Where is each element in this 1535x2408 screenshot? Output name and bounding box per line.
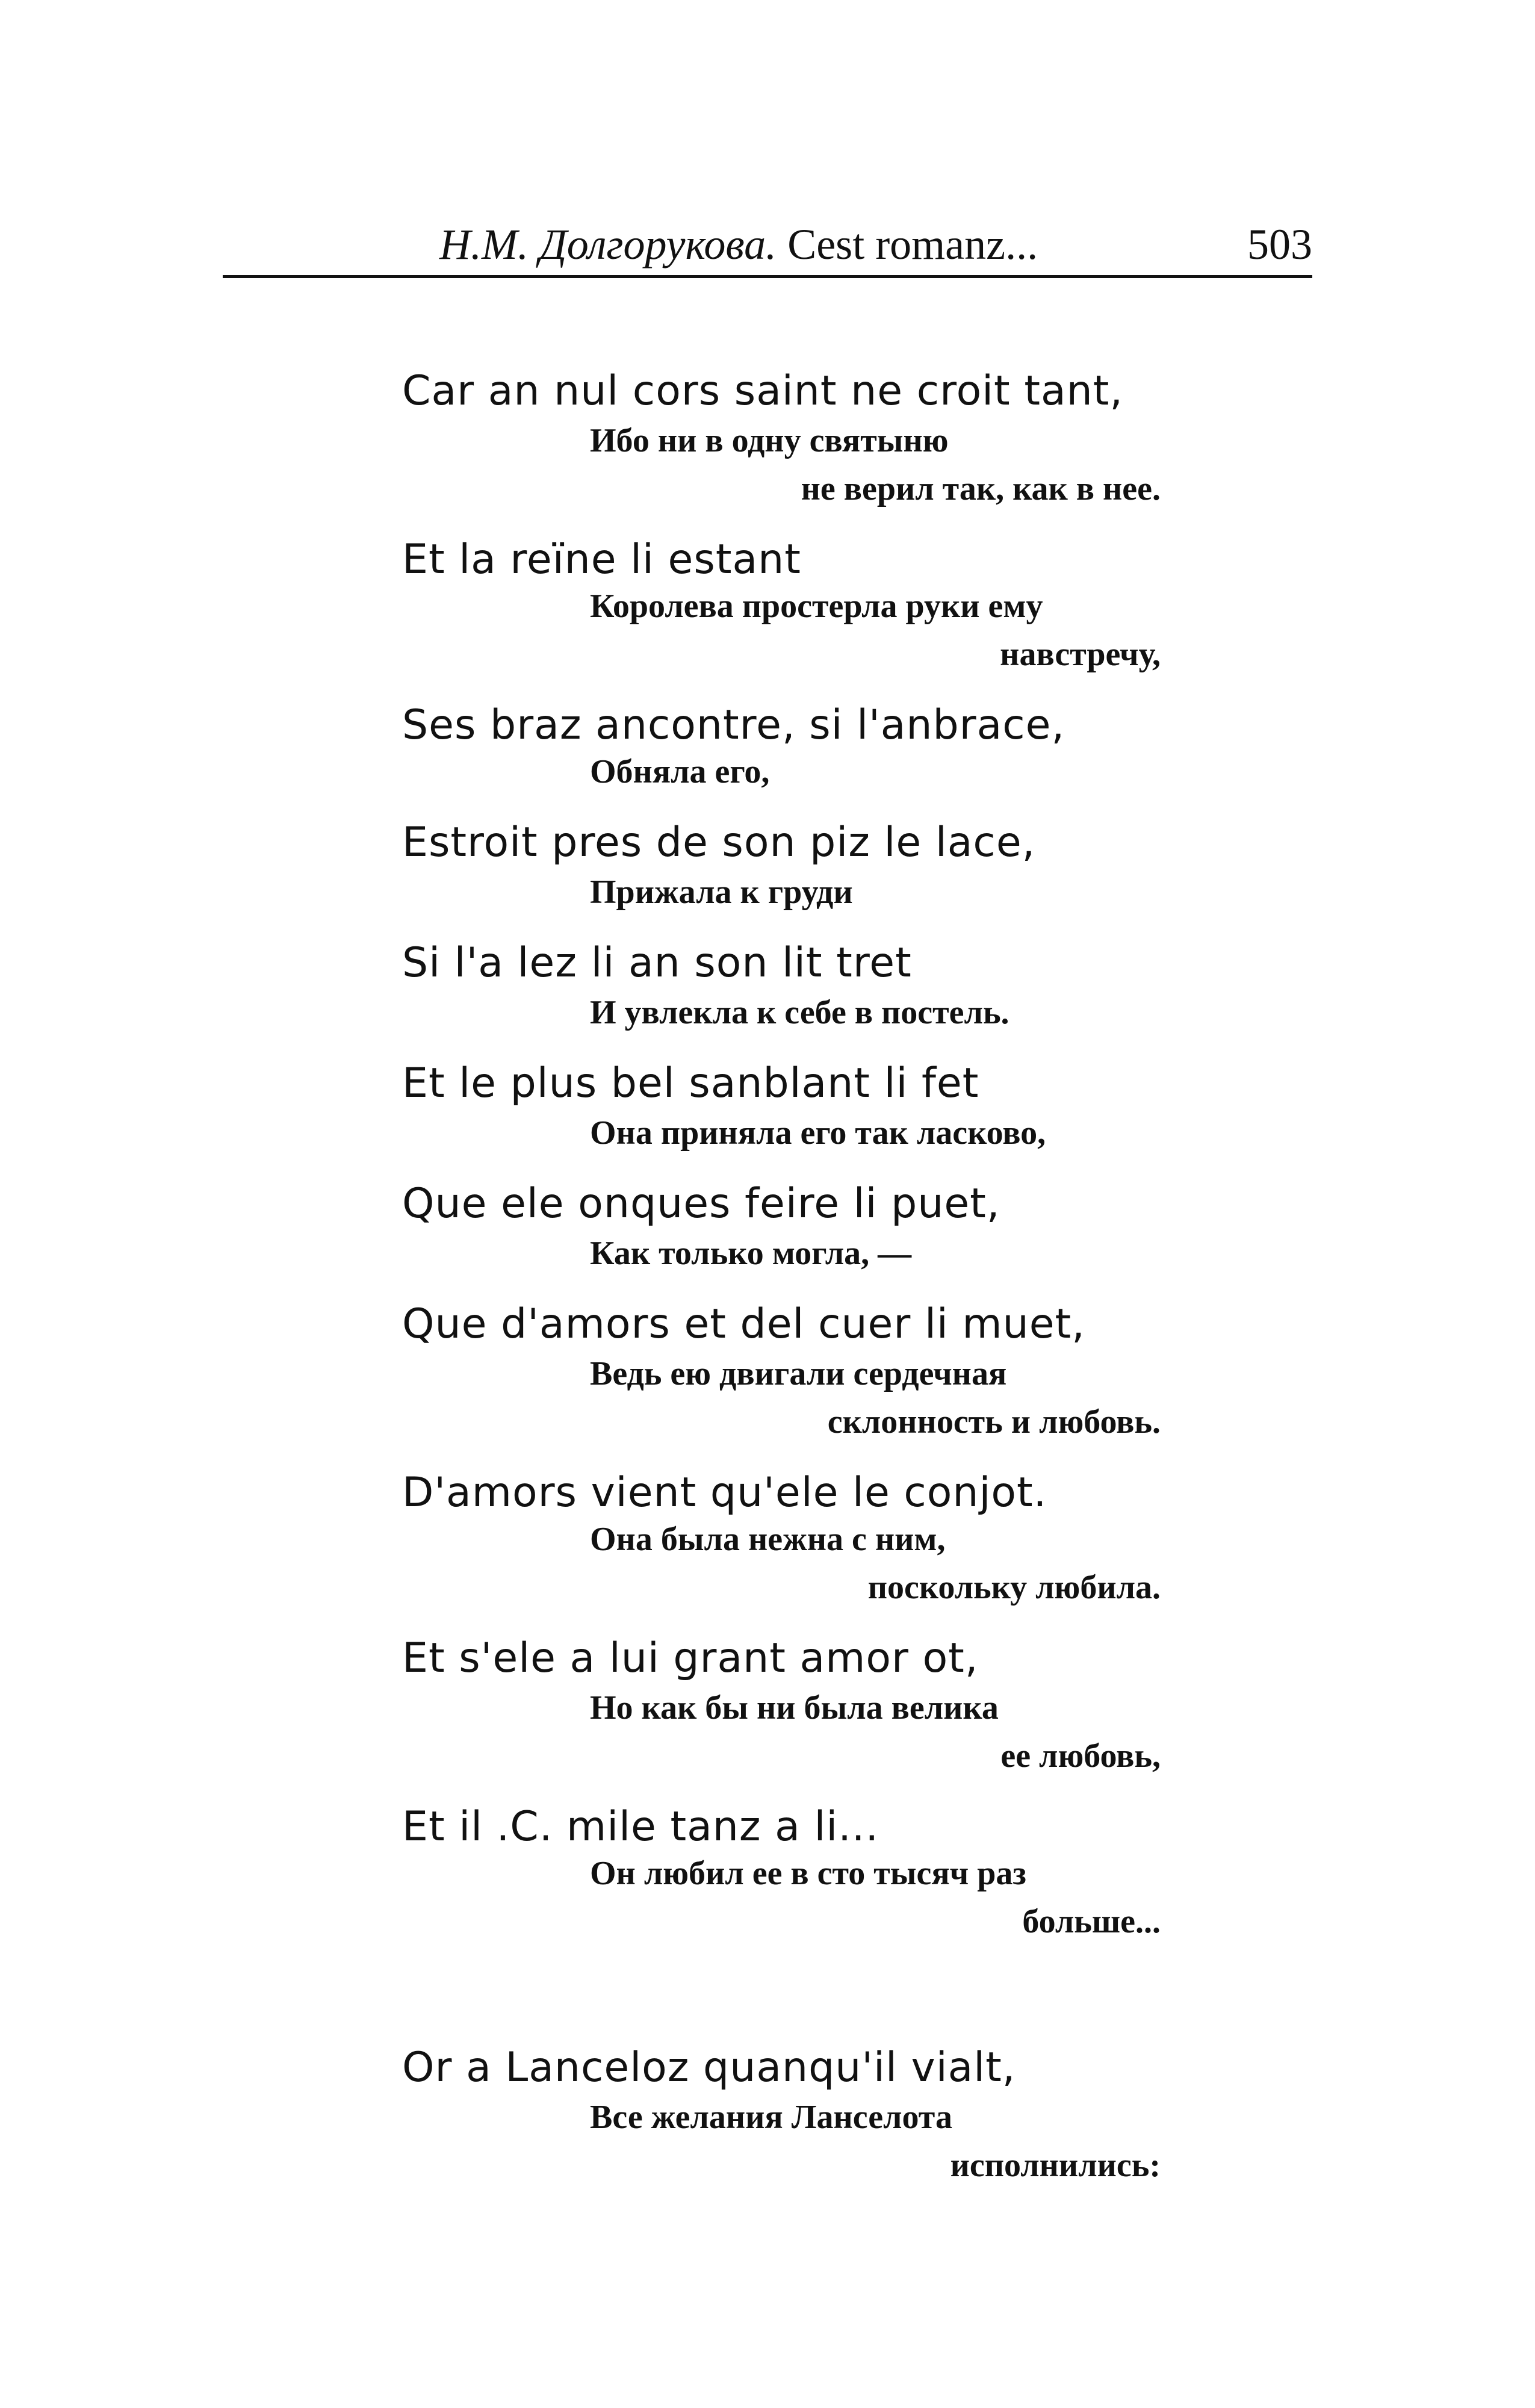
old-french-line: Et la reïne li estant: [402, 536, 801, 583]
old-french-line: Or a Lanceloz quanqu'il vialt,: [402, 2044, 1016, 2091]
running-title-author: Н.М. Долгорукова.: [439, 220, 777, 268]
old-french-line: Si l'a lez li an son lit tret: [402, 939, 912, 987]
translation-line: Как только могла, —: [590, 1235, 912, 1272]
old-french-line: Estroit pres de son piz le lace,: [402, 819, 1036, 866]
translation-continuation: исполнились:: [950, 2147, 1161, 2184]
translation-continuation: поскольку любила.: [867, 1569, 1161, 1606]
translation-continuation: склонность и любовь.: [827, 1403, 1161, 1441]
page-number: 503: [1247, 220, 1312, 268]
old-french-line: Et s'ele a lui grant amor ot,: [402, 1634, 979, 1682]
translation-line: Но как бы ни была велика: [590, 1689, 999, 1727]
running-title-work: Cest romanz...: [787, 220, 1038, 268]
translation-line: И увлекла к себе в постель.: [590, 994, 1009, 1031]
old-french-line: Car an nul cors saint ne croit tant,: [402, 367, 1124, 415]
translation-continuation: не верил так, как в нее.: [801, 470, 1161, 507]
translation-line: Обняла его,: [590, 753, 770, 790]
translation-line: Прижала к груди: [590, 874, 853, 911]
old-french-line: Et le plus bel sanblant li fet: [402, 1060, 979, 1107]
translation-continuation: ее любовь,: [1000, 1737, 1161, 1775]
translation-line: Он любил ее в сто тысяч раз: [590, 1855, 1026, 1892]
old-french-line: D'amors vient qu'ele le conjot.: [402, 1469, 1047, 1516]
translation-continuation: навстречу,: [1000, 636, 1161, 673]
translation-line: Ведь ею двигали сердечная: [590, 1355, 1007, 1392]
translation-continuation: больше...: [1022, 1903, 1161, 1940]
old-french-line: Et il .C. mile tanz a li...: [402, 1803, 879, 1851]
translation-line: Она была нежна с ним,: [590, 1521, 946, 1558]
translation-line: Ибо ни в одну святыню: [590, 422, 949, 459]
old-french-line: Que ele onques feire li puet,: [402, 1180, 1000, 1227]
translation-line: Она приняла его так ласково,: [590, 1114, 1046, 1152]
old-french-line: Que d'amors et del cuer li muet,: [402, 1300, 1085, 1348]
translation-line: Королева простерла руки ему: [590, 588, 1043, 625]
old-french-line: Ses braz ancontre, si l'anbrace,: [402, 701, 1065, 749]
translation-line: Все желания Ланселота: [590, 2099, 952, 2136]
